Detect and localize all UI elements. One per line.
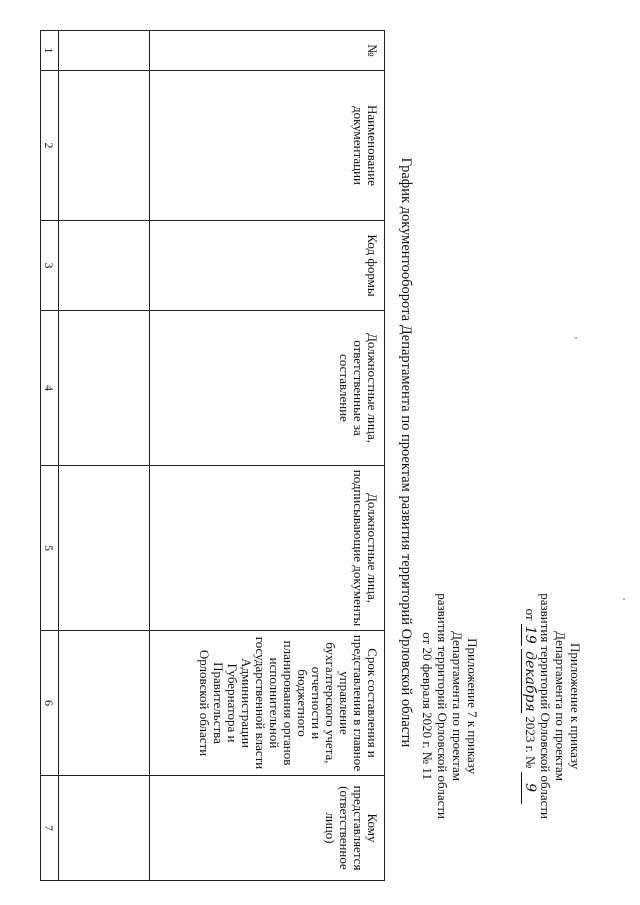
date-prefix: от [523,608,538,621]
table-cell [59,221,150,311]
approval-line-1: Приложение к приказу [568,642,583,770]
column-header-form-code: Код формы [150,221,385,311]
column-header-recipient: Кому представляется (ответственное лицо) [150,776,385,881]
attachment-line-1: Приложение 7 к приказу [465,638,480,775]
document-flow-table [40,30,385,881]
scan-speck [623,598,625,600]
table-cell [59,776,150,881]
column-number-row [41,31,59,881]
approval-line-3: развития территорий Орловской области [538,593,553,819]
column-number: 7 [41,776,59,881]
scan-speck [575,337,577,339]
table-cell [59,631,150,776]
column-header-deadline: Срок составления и представления в главное управление бухгалтерского учета, отчетности и бюджетного планирования органов исполнительной государственной власти Администрации Губернатора и Правительства Орловской области [150,631,385,776]
number-sign: № [523,755,538,769]
table-header-row [150,31,385,881]
column-number: 4 [41,311,59,466]
attachment-line-4: от 20 февраля 2020 г. № 11 [420,632,435,780]
table-cell [59,466,150,631]
column-number: 1 [41,31,59,71]
date-day: 19 [521,624,537,646]
approval-line-2: Департамента по проектам [553,631,568,782]
table-cell [59,71,150,221]
column-header-document-name: Наименование документации [150,71,385,221]
approval-block [521,593,583,819]
date-month: декабря [522,651,538,712]
column-header-number: № [150,31,385,71]
column-number: 2 [41,71,59,221]
column-number: 3 [41,221,59,311]
approval-date-line [521,593,538,819]
order-number: 9 [521,772,537,804]
document-title: График документооборота Департамента по проектам развития территорий Орловской области [398,157,414,748]
attachment-line-2: Департамента по проектам [450,631,465,782]
attachment-block [420,593,480,819]
table-cell [59,311,150,466]
column-header-responsible-persons: Должностные лица, ответственные за составление [150,311,385,466]
column-header-signing-persons: Должностные лица, подписывающие документы [150,466,385,631]
column-number: 6 [41,631,59,776]
attachment-line-3: развития территорий Орловской области [435,593,450,819]
column-number: 5 [41,466,59,631]
date-year: 2023 г. [523,716,538,753]
table-cell [59,31,150,71]
table-row [59,31,150,881]
